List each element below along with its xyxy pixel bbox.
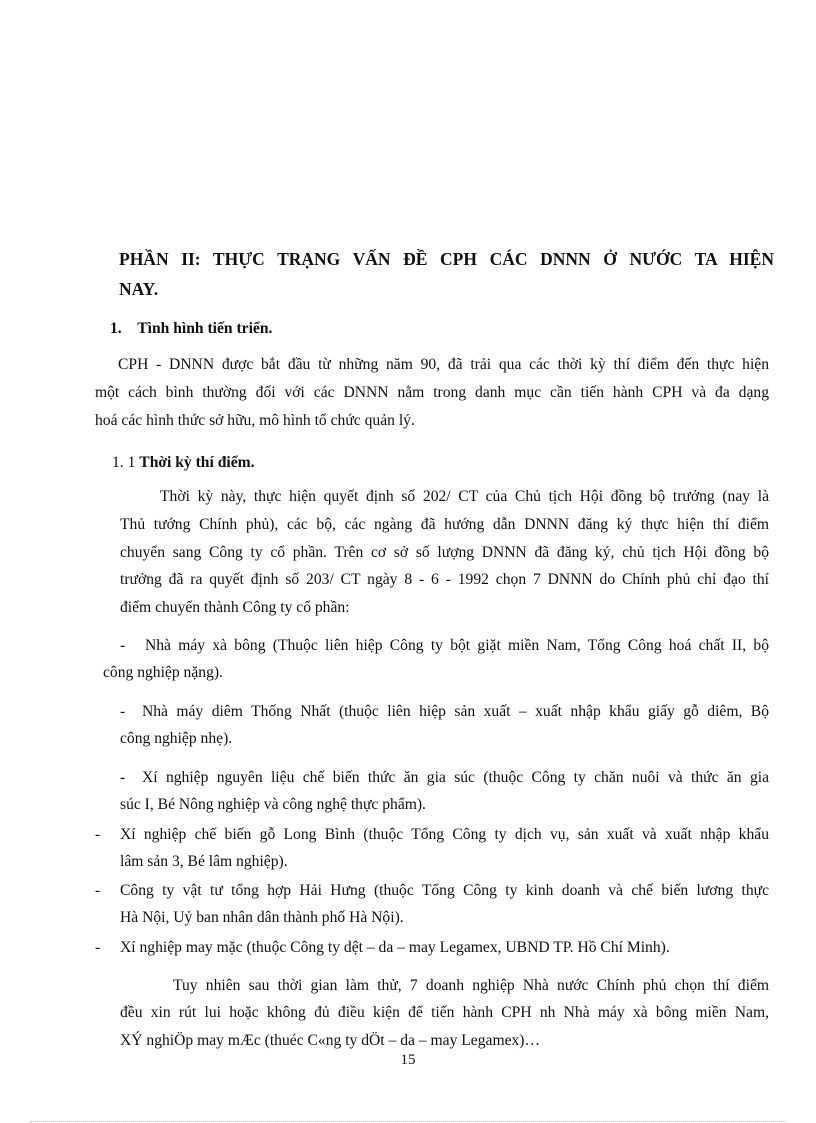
bullet-3-line-1: Xí nghiệp nguyên liệu chế biến thức ăn gia súc (thuộc Công ty chăn nuôi và thức ăn gia: [142, 769, 769, 786]
part-heading-line-1: PHẦN II: THỰC TRẠNG VẤN ĐỀ CPH CÁC DNNN Ở NƯỚC TA HIỆN: [119, 249, 774, 269]
para1-line-5: điểm chuyển thành Công ty cổ phần:: [120, 599, 350, 616]
part-heading-line-2: NAY.: [119, 279, 159, 299]
intro-line-1: CPH - DNNN được bắt đầu từ những năm 90, đã trải qua các thời kỳ thí điểm đến thực hiện: [118, 356, 769, 373]
bullet-4-line-2: lâm sản 3, Bé lâm nghiệp).: [120, 853, 288, 870]
intro-line-2: một cách bình thường đối với các DNNN nằm trong danh mục cần tiến hành CPH và đa dạng: [95, 384, 769, 401]
bullet-3-line-2: súc I, Bé Nông nghiệp và công nghệ thực phẩm).: [120, 796, 426, 813]
bullet-dash-5: -: [95, 882, 101, 899]
bullet-1-line-2: công nghiệp nặng).: [103, 664, 223, 681]
bullet-4-line-1: Xí nghiệp chế biến gỗ Long Bình (thuộc Tổng Công ty dịch vụ, sản xuất và xuất nhập khẩu: [120, 826, 769, 843]
page-number: 15: [400, 1052, 416, 1068]
part-heading: [119, 244, 774, 304]
bullet-dash-6: -: [95, 939, 101, 956]
para2-line-3: XÝ nghiÖp may mÆc (thuéc C«ng ty dÖt – da – may Legamex)…: [120, 1032, 541, 1049]
intro-line-3: hoá các hình thức sở hữu, mô hình tổ chức quản lý.: [95, 412, 415, 429]
bullet-2-line-1: Nhà máy diêm Thống Nhất (thuộc liên hiệp sản xuất – xuất nhập khẩu giấy gỗ diêm, Bộ: [142, 703, 769, 720]
para1-line-3: chuyển sang Công ty cổ phần. Trên cơ sở số lượng DNNN đã đăng ký, chủ tịch Hội đồng bộ: [120, 544, 769, 561]
bullet-dash-2: -: [120, 703, 126, 720]
bullet-2-line-2: công nghiệp nhẹ).: [120, 730, 233, 747]
section-1-1-heading: [112, 450, 255, 476]
bullet-1-line-1: Nhà máy xà bông (Thuộc liên hiệp Công ty bột giặt miền Nam, Tổng Công hoá chất II, bộ: [145, 637, 769, 654]
bullet-dash-4: -: [95, 826, 101, 843]
bullet-dash-1: -: [120, 637, 126, 654]
section-1-heading: [110, 316, 272, 342]
section-1-1-title: Thời kỳ thí điểm.: [139, 454, 255, 471]
bullet-6-line-1: Xí nghiệp may mặc (thuộc Công ty dệt – da – may Legamex, UBND TP. Hồ Chí Minh).: [120, 939, 670, 956]
para1-line-2: Thủ tướng Chính phủ), các bộ, các ngàng đã hướng dẫn DNNN đăng ký thực hiện thí điểm: [120, 516, 769, 533]
para1-line-1: Thời kỳ này, thực hiện quyết định số 202/ CT của Chủ tịch Hội đồng bộ trưởng (nay là: [160, 488, 769, 505]
para2-line-2: đều xin rút lui hoặc không đủ điều kiện để tiến hành CPH nh Nhà máy xà bông miền Nam,: [120, 1004, 769, 1021]
bullet-dash-3: -: [120, 769, 126, 786]
section-1-number: 1.: [110, 320, 122, 337]
bullet-5-line-1: Công ty vật tư tổng hợp Hải Hưng (thuộc Tổng Công ty kinh doanh và chế biến lương thực: [120, 882, 769, 899]
page-bottom-divider: [30, 1121, 786, 1122]
bullet-5-line-2: Hà Nội, Uỷ ban nhân dân thành phố Hà Nội).: [120, 909, 404, 926]
para1-line-4: trưởng đã ra quyết định số 203/ CT ngày 8 - 6 - 1992 chọn 7 DNNN do Chính phủ chỉ đạo thí: [120, 571, 769, 588]
para2-line-1: Tuy nhiên sau thời gian làm thử, 7 doanh nghiệp Nhà nước Chính phủ chọn thí điểm: [173, 977, 769, 994]
section-1-1-number: 1. 1: [112, 454, 136, 471]
section-1-title: Tình hình tiến triển.: [137, 320, 273, 337]
